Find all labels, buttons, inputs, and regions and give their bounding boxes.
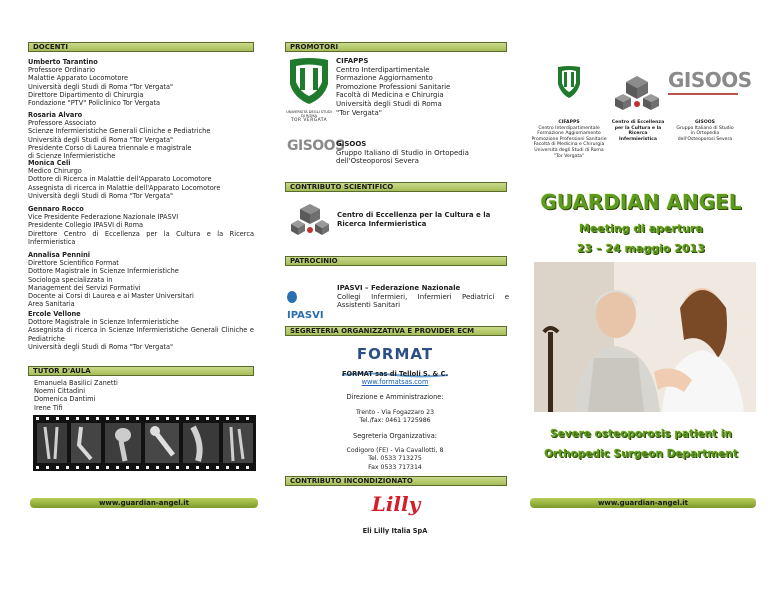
cifapps-line: "Tor Vergata" xyxy=(336,108,382,117)
docente-role-line: Medico Chirurgo xyxy=(28,167,82,176)
format-url-link[interactable]: www.formatsas.com xyxy=(361,378,429,387)
right-gisoos-logo-underline xyxy=(668,93,738,95)
right-gisoos-line: Gruppo Italiano di Studio xyxy=(676,125,734,131)
gisoos-logo: GISOOS xyxy=(287,138,345,154)
centro-eccellenza-logo xyxy=(290,200,330,240)
docente-role-line: Malattie Apparato Locomotore xyxy=(28,74,129,83)
docente-role-line: Scienze Infermieristiche Generali Cliniche e Pediatriche xyxy=(28,127,211,136)
patrocinio-header: PATROCINIO xyxy=(285,256,507,266)
right-centro-logo xyxy=(614,72,660,114)
right-centro-line: Centro di Eccellenza xyxy=(611,120,665,125)
format-info xyxy=(300,370,490,472)
docente-role-line: Università degli Studi di Roma "Tor Vergata" xyxy=(28,191,174,200)
cifapps-line: Centro Interdipartimentale xyxy=(336,65,430,74)
right-cifapps-line: Promozione Professioni Sanitarie xyxy=(531,136,607,142)
docente-role-line: Direttore Dipartimento di Chirurgia xyxy=(28,90,144,99)
event-dates: 23 – 24 maggio 2013 xyxy=(576,242,705,255)
docente-role-line: Assegnista di ricerca in Scienze Infermieristiche Generali Cliniche e Pediatriche xyxy=(28,326,254,343)
docente-name: Umberto Tarantino xyxy=(28,58,98,66)
gisoos-title: GISOOS xyxy=(336,140,367,148)
website-bar-left[interactable]: www.guardian-angel.it xyxy=(30,498,258,508)
right-centro-small xyxy=(608,120,668,142)
ipasvi-sub: Collegi Infermieri, Infermieri Pediatrici e Assistenti Sanitari xyxy=(337,292,509,310)
docente-role-line: Presidente Corso di Laurea triennale e magistrale xyxy=(28,143,192,152)
right-cifapps-line: Formazione Aggiornamento xyxy=(537,131,601,137)
centro-eccellenza-text: Centro di Eccellenza per la Cultura e la Ricerca Infermieristica xyxy=(337,211,491,228)
tutor-name: Noemi Cittadini xyxy=(34,387,86,396)
docente-role-line: Vice Presidente Federazione Nazionale IPASVI xyxy=(28,213,179,222)
format-tel: Tel. 0533 713275 xyxy=(368,455,422,463)
event-subtitle: Meeting di apertura xyxy=(578,222,704,235)
tor-vergata-emblem xyxy=(284,58,334,106)
event-title: GUARDIAN ANGEL xyxy=(540,190,742,214)
ipasvi-logo-text: IPASVI xyxy=(287,310,324,321)
format-addr1: Trento - Via Fogazzaro 23 xyxy=(355,408,435,416)
ipasvi-logo-mark xyxy=(287,291,297,303)
format-addr2: Tel./fax: 0461 1725986 xyxy=(359,416,431,424)
docente-role-line: di Scienze Infermieristiche xyxy=(28,152,116,161)
tor-vergata-logo xyxy=(284,58,334,124)
format-logo xyxy=(340,345,450,367)
right-cifapps-line: Centro Interdipartimentale xyxy=(538,125,600,131)
right-gisoos-line: in Ortopedia xyxy=(690,131,720,137)
cubes-icon xyxy=(614,72,660,114)
gisoos-text xyxy=(336,140,506,166)
docente-entry xyxy=(28,310,254,351)
format-fax: Fax 0533 717314 xyxy=(368,463,422,471)
tutor-name: Domenica Dantimi xyxy=(34,395,96,404)
nurse-patient-photo xyxy=(534,262,756,412)
docente-role-line: Assegnista di ricerca in Malattie dell'Apparato Locomotore xyxy=(28,183,221,192)
docente-role-line: Professore Ordinario xyxy=(28,66,96,75)
docente-role-line: Docente ai Corsi di Laurea e ai Master Universitari xyxy=(28,292,194,301)
lilly-logo: Lilly xyxy=(371,492,421,516)
contributo-scientifico-header: CONTRIBUTO SCIENTIFICO xyxy=(285,182,507,192)
contributo-incondizionato-header: CONTRIBUTO INCONDIZIONATO xyxy=(285,476,507,486)
cifapps-text xyxy=(336,57,506,117)
ipasvi-title: IPASVI – Federazione Nazionale xyxy=(337,284,461,292)
cifapps-line: Università degli Studi di Roma xyxy=(336,99,442,108)
gisoos-line: Gruppo Italiano di Studio in Ortopedia xyxy=(336,148,469,157)
docente-role-line: Dottore di Ricerca in Malattie dell'Apparato Locomotore xyxy=(28,175,212,184)
xray-film-strip xyxy=(33,415,256,471)
cifapps-line: Facoltà di Medicina e Chirurgia xyxy=(336,91,444,100)
docente-entry xyxy=(28,159,254,200)
docente-entry xyxy=(28,205,254,246)
cifapps-title: CIFAPPS xyxy=(336,57,369,65)
tutor-header: TUTOR D'AULA xyxy=(28,366,254,376)
format-name: FORMAT sas di Telloli S. & C. xyxy=(342,370,448,378)
docente-role-line: Dottore Magistrale in Scienze Infermieristiche xyxy=(28,267,179,276)
right-centro-line: Infermieristica xyxy=(618,136,657,142)
docenti-header: DOCENTI xyxy=(28,42,254,52)
tagline-1: Severe osteoporosis patient in xyxy=(550,428,732,440)
docente-role-line: Fondazione "PTV" Policlinico Tor Vergata xyxy=(28,99,161,108)
docente-role-line: Università degli Studi di Roma "Tor Vergata" xyxy=(28,135,174,144)
gisoos-line: dell'Osteoporosi Severa xyxy=(336,157,419,166)
docente-name: Rosaria Alvaro xyxy=(28,111,83,119)
right-gisoos-line: dell'Osteoporosi Severa xyxy=(677,136,733,142)
tor-vergata-emblem xyxy=(555,66,583,100)
segreteria-header: SEGRETERIA ORGANIZZATIVA E PROVIDER ECM xyxy=(285,326,507,336)
docente-name: Gennaro Rocco xyxy=(28,205,84,213)
docente-name: Monica Celi xyxy=(28,159,71,167)
format-direzione: Direzione e Amministrazione: xyxy=(346,393,444,402)
docente-role-line: Direttore Scientifico Format xyxy=(28,259,119,268)
nurse-patient-illustration xyxy=(534,262,756,412)
tutor-name: Irene Tifi xyxy=(34,403,63,412)
docente-entry xyxy=(28,111,254,160)
tor-vergata-logo-text-1: UNIVERSITÀ DEGLI STUDI DI ROMA xyxy=(286,110,332,119)
docente-role-line: Management dei Servizi Formativi xyxy=(28,283,141,292)
tutor-list xyxy=(34,379,234,412)
tutor-name: Emanuela Basilici Zanetti xyxy=(34,379,118,387)
lilly-name: Eli Lilly Italia SpA xyxy=(362,527,428,535)
docente-role-line: Area Sanitaria xyxy=(28,300,75,309)
format-logo-text: FORMAT xyxy=(356,345,434,363)
right-tor-vergata-logo xyxy=(555,66,583,110)
docente-entry xyxy=(28,251,254,308)
cubes-icon xyxy=(290,200,330,240)
docente-name: Annalisa Pennini xyxy=(28,251,91,259)
docente-role-line: Dottore Magistrale in Scienze Infermieristiche xyxy=(28,318,179,327)
docente-role-line: Sociologa specializzata in xyxy=(28,275,113,284)
right-cifapps-line: Facoltà di Medicina e Chirurgia xyxy=(533,142,605,148)
right-cifapps-line: Università degli Studi di Roma xyxy=(534,147,604,153)
docente-role-line: Presidente Collegio IPASVI di Roma xyxy=(28,221,144,230)
docente-name: Ercole Vellone xyxy=(28,310,81,318)
right-cifapps-line: "Tor Vergata" xyxy=(553,153,585,159)
docente-role-line: Università degli Studi di Roma "Tor Vergata" xyxy=(28,342,174,351)
right-cifapps-title: CIFAPPS xyxy=(558,120,580,125)
docente-role-line: Direttore Centro di Eccellenza per la Cultura e la Ricerca Infermieristica xyxy=(28,229,254,246)
cifapps-line: Formazione Aggiornamento xyxy=(336,74,433,83)
website-bar-right[interactable]: www.guardian-angel.it xyxy=(530,498,756,508)
docente-entry xyxy=(28,58,254,107)
ipasvi-logo xyxy=(287,286,335,321)
tagline-2: Orthopedic Surgeon Department xyxy=(544,448,738,460)
cifapps-line: Promozione Professioni Sanitarie xyxy=(336,82,451,91)
xray-film-image xyxy=(33,415,256,471)
format-addr3: Codigoro (FE) - Via Cavallotti, 8 xyxy=(346,447,444,455)
format-segreteria: Segreteria Organizzativa: xyxy=(353,432,437,441)
right-gisoos-small xyxy=(670,120,740,142)
right-gisoos-title: GISOOS xyxy=(695,120,715,125)
tor-vergata-logo-text-2: TOR VERGATA xyxy=(290,118,328,124)
right-gisoos-logo xyxy=(668,68,752,108)
promotori-header: PROMOTORI xyxy=(285,42,507,52)
right-centro-line: per la Cultura e la Ricerca xyxy=(614,125,662,137)
right-gisoos-logo-text: GISOOS xyxy=(668,68,752,92)
docente-role-line: Professore Associato xyxy=(28,119,96,128)
ipasvi-text xyxy=(337,284,509,310)
docente-role-line: Università degli Studi di Roma "Tor Vergata" xyxy=(28,82,174,91)
right-cifapps-small xyxy=(528,120,610,159)
